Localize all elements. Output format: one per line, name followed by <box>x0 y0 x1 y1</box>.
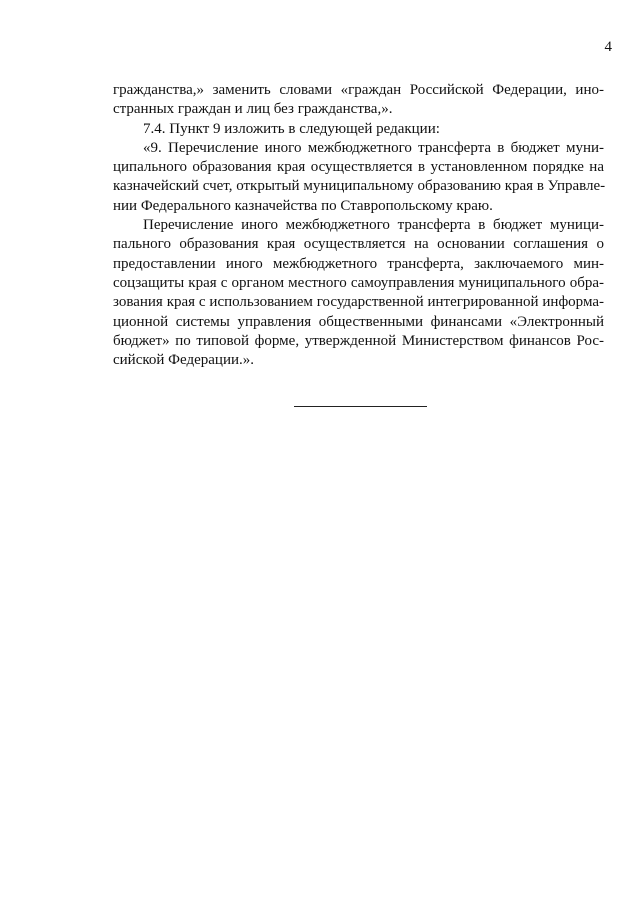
page-number: 4 <box>604 39 612 55</box>
text-line: гражданства,» заменить словами «граждан Российской Федерации, ино- <box>113 82 604 98</box>
closing-separator-line <box>294 406 427 407</box>
document-body <box>113 81 604 370</box>
paragraph-replacement-clause <box>113 81 604 120</box>
text-line: зования края с использованием государственной интегрированной информа- <box>113 294 604 311</box>
text-line: казначейский счет, открытый муниципальному образованию края в Управле- <box>113 178 606 195</box>
text-line: нии Федерального казначейства по Ставропольскому краю. <box>113 197 493 214</box>
paragraph-point-9 <box>113 139 604 216</box>
text-line: сийской Федерации.». <box>113 352 255 369</box>
text-line: предоставлении иного межбюджетного трансферта, заключаемого мин- <box>113 255 604 272</box>
text-line: 7.4. Пункт 9 изложить в следующей редакции: <box>143 120 440 137</box>
text-line: соцзащиты края с органом местного самоуправления муниципального обра- <box>113 274 604 291</box>
text-line: Перечисление иного межбюджетного трансферта в бюджет муници- <box>143 217 604 234</box>
text-line: «9. Перечисление иного межбюджетного трансферта в бюджет муни- <box>143 139 604 156</box>
text-line: странных граждан и лиц без гражданства,». <box>113 101 393 118</box>
text-line: бюджет» по типовой форме, утвержденной Министерством финансов Рос- <box>113 332 604 349</box>
text-line: ципального образования края осуществляется в установленном порядке на <box>113 159 604 176</box>
text-line: ционной системы управления общественными финансами «Электронный <box>113 313 604 330</box>
paragraph-item-7-4 <box>113 120 604 139</box>
text-line: пального образования края осуществляется на основании соглашения о <box>113 236 604 253</box>
paragraph-transfer-agreement <box>113 216 604 370</box>
